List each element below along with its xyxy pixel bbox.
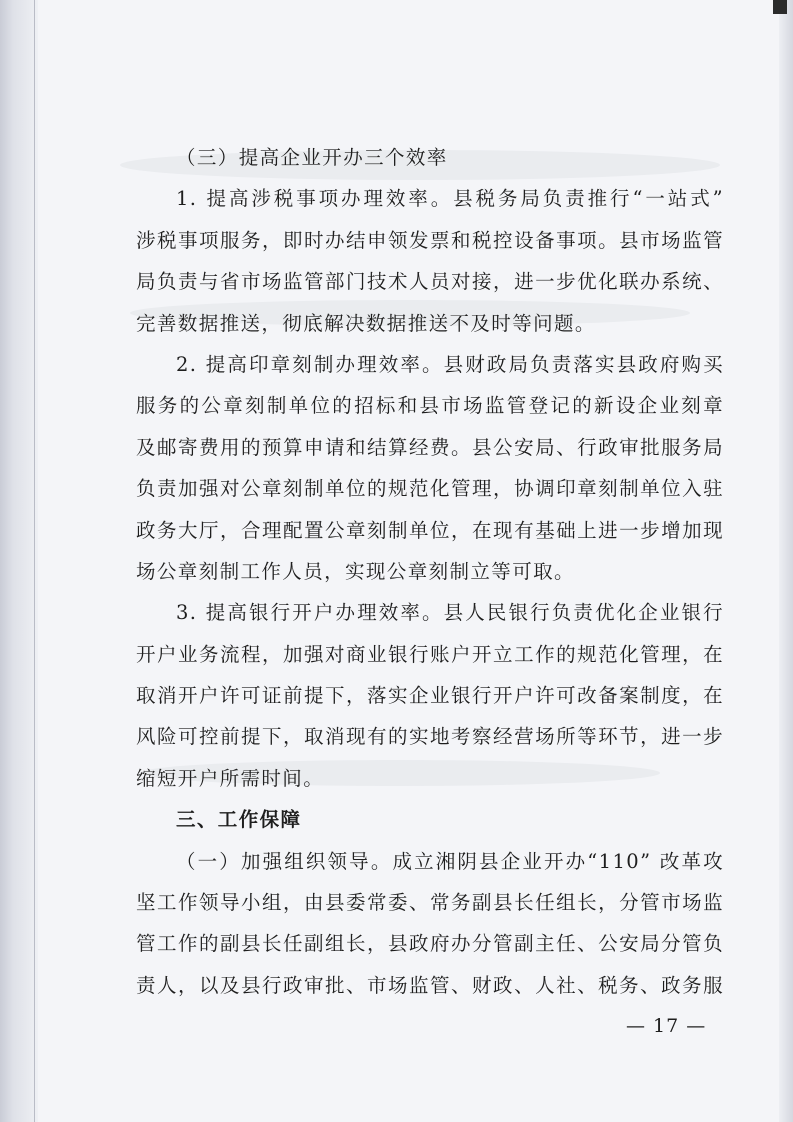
paragraph-line: 负责加强对公章刻制单位的规范化管理，协调印章刻制单位入驻 (136, 477, 724, 501)
paragraph-line: 2. 提高印章刻制办理效率。县财政局负责落实县政府购买 (176, 352, 724, 376)
document-body (136, 137, 724, 1006)
section-heading: 三、工作保障 (176, 808, 302, 832)
paragraph-line: 场公章刻制工作人员，实现公章刻制立等可取。 (136, 559, 575, 583)
paragraph-line: 责人，以及县行政审批、市场监管、财政、人社、税务、政务服 (136, 973, 724, 997)
paragraph-line: 管工作的副县长任副组长，县政府办分管副主任、公安局分管负 (136, 932, 724, 956)
page-number: — 17 — (626, 1015, 707, 1037)
paragraph-line: 缩短开户所需时间。 (136, 766, 325, 790)
paragraph-line: 风险可控前提下，取消现有的实地考察经营场所等环节，进一步 (136, 725, 724, 749)
page-left-fold-line (34, 0, 35, 1122)
paragraph-line: 坚工作领导小组，由县委常委、常务副县长任组长，分管市场监 (136, 891, 724, 915)
paragraph-line: 涉税事项服务，即时办结申领发票和税控设备事项。县市场监管 (136, 228, 724, 252)
paragraph-line: （一）加强组织领导。成立湘阴县企业开办“110” 改革攻 (176, 849, 724, 873)
paragraph-line: 开户业务流程，加强对商业银行账户开立工作的规范化管理，在 (136, 642, 724, 666)
paragraph-line: 1. 提高涉税事项办理效率。县税务局负责推行“一站式” (176, 187, 724, 211)
paragraph-line: 政务大厅，合理配置公章刻制单位，在现有基础上进一步增加现 (136, 518, 724, 542)
page-right-shadow (779, 0, 793, 1122)
paragraph-line: 服务的公章刻制单位的招标和县市场监管登记的新设企业刻章 (136, 394, 724, 418)
paragraph-line: 及邮寄费用的预算申请和结算经费。县公安局、行政审批服务局 (136, 435, 724, 459)
paragraph-line: 完善数据推送，彻底解决数据推送不及时等问题。 (136, 311, 596, 335)
section-subheading: （三）提高企业开办三个效率 (176, 146, 448, 169)
paragraph-line: 3. 提高银行开户办理效率。县人民银行负责优化企业银行 (176, 601, 724, 625)
paragraph-line: 局负责与省市场监管部门技术人员对接，进一步优化联办系统、 (136, 270, 724, 294)
page-left-shadow (0, 0, 38, 1122)
paragraph-line: 取消开户许可证前提下，落实企业银行开户许可改备案制度，在 (136, 684, 724, 708)
scan-corner-mark (773, 0, 787, 14)
